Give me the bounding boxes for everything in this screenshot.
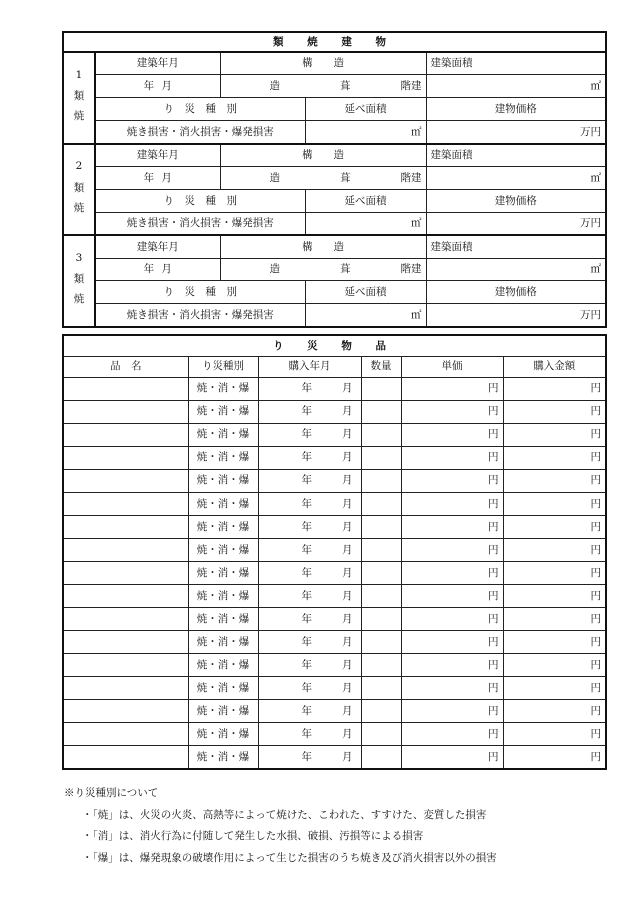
disaster-type-header: り 災 種 別 xyxy=(95,189,305,212)
structure-header: 構 造 xyxy=(220,235,426,258)
quantity-field[interactable] xyxy=(361,677,401,700)
purchase-date-field[interactable]: 年 月 xyxy=(258,607,361,630)
building-price-header: 建物価格 xyxy=(426,189,606,212)
disaster-type-field[interactable]: 焼・消・爆 xyxy=(188,654,258,677)
item-name-field[interactable] xyxy=(63,677,188,700)
damage-options[interactable]: 焼き損害・消火損害・爆発損害 xyxy=(95,121,305,144)
table-row xyxy=(63,561,606,584)
quantity-field[interactable] xyxy=(361,700,401,723)
purchase-date-field[interactable]: 年 月 xyxy=(258,423,361,446)
note-line: ・「焼」は、火災の火炎、高熱等によって焼けた、こわれた、すすけた、変質した損害 xyxy=(82,808,487,821)
unit-price-field[interactable]: 円 xyxy=(401,677,503,700)
quantity-field[interactable] xyxy=(361,469,401,492)
table-row xyxy=(63,469,606,492)
unit-price-field[interactable]: 円 xyxy=(401,631,503,654)
disaster-type-field[interactable]: 焼・消・爆 xyxy=(188,631,258,654)
building-group-3 xyxy=(63,235,606,258)
built-date-field[interactable]: 年 月 xyxy=(95,258,220,281)
notes-heading: ※り災種別について xyxy=(64,787,159,799)
built-date-header: 建築年月 xyxy=(95,235,220,258)
item-name-field[interactable] xyxy=(63,423,188,446)
building-price-header: 建物価格 xyxy=(426,281,606,304)
building-group-1 xyxy=(63,52,606,75)
disaster-type-field[interactable]: 焼・消・爆 xyxy=(188,607,258,630)
item-name-field[interactable] xyxy=(63,584,188,607)
table-row xyxy=(63,515,606,538)
quantity-field[interactable] xyxy=(361,654,401,677)
structure-field[interactable]: 造 葺 階建 xyxy=(220,166,426,189)
purchase-date-field[interactable]: 年 月 xyxy=(258,723,361,746)
item-name-field[interactable] xyxy=(63,723,188,746)
quantity-field[interactable] xyxy=(361,607,401,630)
damage-options[interactable]: 焼き損害・消火損害・爆発損害 xyxy=(95,212,305,235)
group-number: 1 xyxy=(75,68,83,81)
table-row xyxy=(63,538,606,561)
table-row xyxy=(63,377,606,400)
header-purchase-amount: 購入金額 xyxy=(503,356,606,377)
item-name-field[interactable] xyxy=(63,631,188,654)
header-item-name: 品 名 xyxy=(63,356,188,377)
disaster-type-field[interactable]: 焼・消・爆 xyxy=(188,469,258,492)
quantity-field[interactable] xyxy=(361,561,401,584)
disaster-type-field[interactable]: 焼・消・爆 xyxy=(188,377,258,400)
item-name-field[interactable] xyxy=(63,377,188,400)
purchase-amount-field[interactable]: 円 xyxy=(503,377,606,400)
unit-price-field[interactable]: 円 xyxy=(401,423,503,446)
table-row xyxy=(63,677,606,700)
building-table xyxy=(62,31,607,328)
table-row xyxy=(63,723,606,746)
purchase-date-field[interactable]: 年 月 xyxy=(258,515,361,538)
purchase-date-field[interactable]: 年 月 xyxy=(258,469,361,492)
item-name-field[interactable] xyxy=(63,469,188,492)
structure-header: 構 造 xyxy=(220,52,426,75)
unit-price-field[interactable]: 円 xyxy=(401,538,503,561)
group-number: 3 xyxy=(75,251,83,264)
disaster-type-field[interactable]: 焼・消・爆 xyxy=(188,446,258,469)
item-name-field[interactable] xyxy=(63,515,188,538)
purchase-amount-field[interactable]: 円 xyxy=(503,423,606,446)
building-price-field[interactable]: 万円 xyxy=(426,212,606,235)
header-purchase-date: 購入年月 xyxy=(258,356,361,377)
area-header: 建築面積 xyxy=(426,235,606,258)
built-date-header: 建築年月 xyxy=(95,52,220,75)
purchase-amount-field[interactable]: 円 xyxy=(503,538,606,561)
purchase-date-field[interactable]: 年 月 xyxy=(258,377,361,400)
item-name-field[interactable] xyxy=(63,746,188,769)
unit-price-field[interactable]: 円 xyxy=(401,492,503,515)
quantity-field[interactable] xyxy=(361,377,401,400)
purchase-amount-field[interactable]: 円 xyxy=(503,469,606,492)
purchase-date-field[interactable]: 年 月 xyxy=(258,446,361,469)
disaster-type-field[interactable]: 焼・消・爆 xyxy=(188,677,258,700)
unit-price-field[interactable]: 円 xyxy=(401,400,503,423)
building-price-field[interactable]: 万円 xyxy=(426,304,606,327)
purchase-date-field[interactable]: 年 月 xyxy=(258,700,361,723)
quantity-field[interactable] xyxy=(361,515,401,538)
table-row xyxy=(63,423,606,446)
purchase-date-field[interactable]: 年 月 xyxy=(258,677,361,700)
purchase-date-field[interactable]: 年 月 xyxy=(258,654,361,677)
disaster-type-field[interactable]: 焼・消・爆 xyxy=(188,700,258,723)
quantity-field[interactable] xyxy=(361,446,401,469)
purchase-date-field[interactable]: 年 月 xyxy=(258,561,361,584)
purchase-amount-field[interactable]: 円 xyxy=(503,607,606,630)
floor-area-header: 延べ面積 xyxy=(305,281,426,304)
items-title: り 災 物 品 xyxy=(63,335,606,356)
building-price-header: 建物価格 xyxy=(426,98,606,121)
purchase-amount-field[interactable]: 円 xyxy=(503,654,606,677)
item-name-field[interactable] xyxy=(63,492,188,515)
item-name-field[interactable] xyxy=(63,654,188,677)
unit-price-field[interactable]: 円 xyxy=(401,446,503,469)
floor-area-field[interactable]: ㎡ xyxy=(305,121,426,144)
disaster-type-field[interactable]: 焼・消・爆 xyxy=(188,492,258,515)
purchase-date-field[interactable]: 年 月 xyxy=(258,584,361,607)
building-title: 類 焼 建 物 xyxy=(63,32,606,52)
unit-price-field[interactable]: 円 xyxy=(401,469,503,492)
disaster-type-field[interactable]: 焼・消・爆 xyxy=(188,423,258,446)
quantity-field[interactable] xyxy=(361,723,401,746)
area-header: 建築面積 xyxy=(426,52,606,75)
quantity-field[interactable] xyxy=(361,584,401,607)
quantity-field[interactable] xyxy=(361,746,401,769)
purchase-amount-field[interactable]: 円 xyxy=(503,700,606,723)
item-name-field[interactable] xyxy=(63,607,188,630)
items-header-row xyxy=(63,356,606,377)
purchase-amount-field[interactable]: 円 xyxy=(503,446,606,469)
area-field[interactable]: ㎡ xyxy=(426,258,606,281)
purchase-amount-field[interactable]: 円 xyxy=(503,746,606,769)
disaster-type-field[interactable]: 焼・消・爆 xyxy=(188,515,258,538)
purchase-date-field[interactable]: 年 月 xyxy=(258,631,361,654)
header-unit-price: 単価 xyxy=(401,356,503,377)
header-quantity: 数量 xyxy=(361,356,401,377)
item-name-field[interactable] xyxy=(63,538,188,561)
purchase-date-field[interactable]: 年 月 xyxy=(258,400,361,423)
building-price-field[interactable]: 万円 xyxy=(426,121,606,144)
header-disaster-type: り災種別 xyxy=(188,356,258,377)
unit-price-field[interactable]: 円 xyxy=(401,723,503,746)
disaster-type-header: り 災 種 別 xyxy=(95,98,305,121)
group-label: 1 類 焼 xyxy=(63,52,95,144)
purchase-amount-field[interactable]: 円 xyxy=(503,723,606,746)
items-table xyxy=(62,334,607,770)
damage-options[interactable]: 焼き損害・消火損害・爆発損害 xyxy=(95,304,305,327)
note-line: ・「爆」は、爆発現象の破壊作用によって生じた損害のうち焼き及び消火損害以外の損害 xyxy=(82,851,497,864)
quantity-field[interactable] xyxy=(361,631,401,654)
area-header: 建築面積 xyxy=(426,144,606,167)
item-name-field[interactable] xyxy=(63,446,188,469)
disaster-type-field[interactable]: 焼・消・爆 xyxy=(188,561,258,584)
table-row xyxy=(63,654,606,677)
floor-area-field[interactable]: ㎡ xyxy=(305,212,426,235)
table-row xyxy=(63,746,606,769)
table-row xyxy=(63,446,606,469)
area-field[interactable]: ㎡ xyxy=(426,166,606,189)
quantity-field[interactable] xyxy=(361,538,401,561)
unit-price-field[interactable]: 円 xyxy=(401,654,503,677)
table-row xyxy=(63,492,606,515)
unit-price-field[interactable]: 円 xyxy=(401,561,503,584)
quantity-field[interactable] xyxy=(361,423,401,446)
purchase-amount-field[interactable]: 円 xyxy=(503,515,606,538)
building-group-2 xyxy=(63,144,606,167)
unit-price-field[interactable]: 円 xyxy=(401,377,503,400)
purchase-amount-field[interactable]: 円 xyxy=(503,492,606,515)
quantity-field[interactable] xyxy=(361,492,401,515)
table-row xyxy=(63,607,606,630)
unit-price-field[interactable]: 円 xyxy=(401,607,503,630)
item-name-field[interactable] xyxy=(63,400,188,423)
quantity-field[interactable] xyxy=(361,400,401,423)
built-date-field[interactable]: 年 月 xyxy=(95,166,220,189)
purchase-amount-field[interactable]: 円 xyxy=(503,561,606,584)
structure-header: 構 造 xyxy=(220,144,426,167)
purchase-date-field[interactable]: 年 月 xyxy=(258,492,361,515)
purchase-date-field[interactable]: 年 月 xyxy=(258,746,361,769)
purchase-date-field[interactable]: 年 月 xyxy=(258,538,361,561)
group-label: 3 類 焼 xyxy=(63,235,95,327)
table-row xyxy=(63,584,606,607)
table-row xyxy=(63,631,606,654)
purchase-amount-field[interactable]: 円 xyxy=(503,631,606,654)
built-date-field[interactable]: 年 月 xyxy=(95,75,220,98)
area-field[interactable]: ㎡ xyxy=(426,75,606,98)
group-label: 2 類 焼 xyxy=(63,144,95,236)
unit-price-field[interactable]: 円 xyxy=(401,515,503,538)
purchase-amount-field[interactable]: 円 xyxy=(503,677,606,700)
disaster-type-field[interactable]: 焼・消・爆 xyxy=(188,584,258,607)
group-number: 2 xyxy=(75,160,83,173)
floor-area-header: 延べ面積 xyxy=(305,98,426,121)
purchase-amount-field[interactable]: 円 xyxy=(503,400,606,423)
purchase-amount-field[interactable]: 円 xyxy=(503,584,606,607)
unit-price-field[interactable]: 円 xyxy=(401,584,503,607)
floor-area-field[interactable]: ㎡ xyxy=(305,304,426,327)
notes xyxy=(64,783,497,869)
item-name-field[interactable] xyxy=(63,700,188,723)
disaster-type-field[interactable]: 焼・消・爆 xyxy=(188,746,258,769)
unit-price-field[interactable]: 円 xyxy=(401,746,503,769)
table-row xyxy=(63,400,606,423)
table-row xyxy=(63,700,606,723)
disaster-type-field[interactable]: 焼・消・爆 xyxy=(188,400,258,423)
floor-area-header: 延べ面積 xyxy=(305,189,426,212)
disaster-type-field[interactable]: 焼・消・爆 xyxy=(188,538,258,561)
note-line: ・「消」は、消火行為に付随して発生した水損、破損、汚損等による損害 xyxy=(82,830,424,842)
structure-field[interactable]: 造 葺 階建 xyxy=(220,75,426,98)
unit-price-field[interactable]: 円 xyxy=(401,700,503,723)
structure-field[interactable]: 造 葺 階建 xyxy=(220,258,426,281)
built-date-header: 建築年月 xyxy=(95,144,220,167)
disaster-type-field[interactable]: 焼・消・爆 xyxy=(188,723,258,746)
item-name-field[interactable] xyxy=(63,561,188,584)
disaster-type-header: り 災 種 別 xyxy=(95,281,305,304)
